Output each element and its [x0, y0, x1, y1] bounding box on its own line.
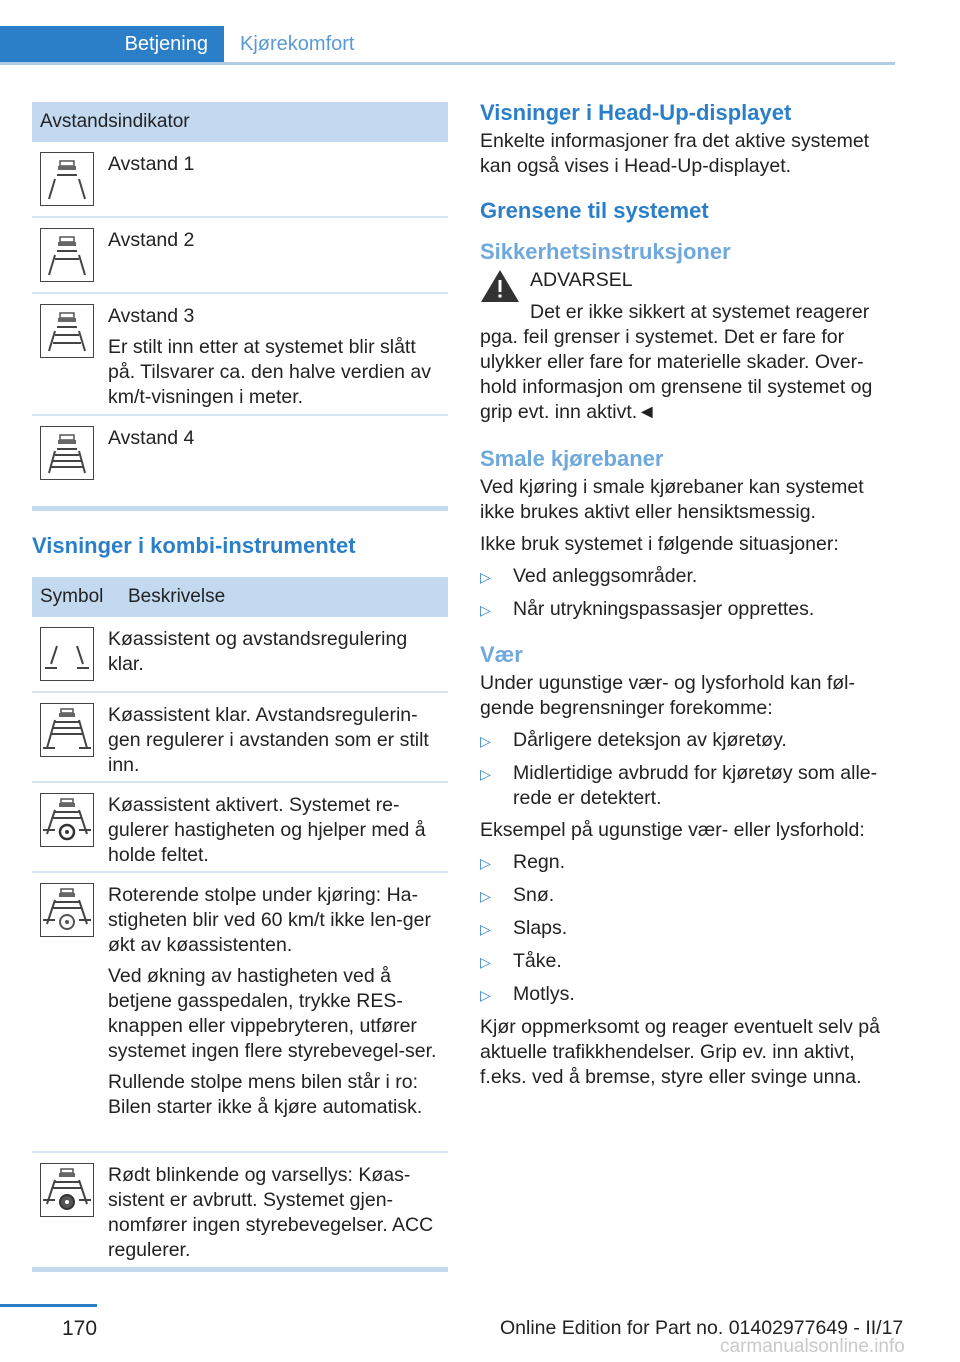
bullet-icon: ▷ — [480, 733, 491, 749]
bullet-icon: ▷ — [480, 602, 491, 618]
distance-table-header — [32, 102, 448, 142]
list-item-text: Regn. — [513, 851, 566, 873]
distance-table-header-label: Avstandsindikator — [40, 111, 190, 132]
car-distance-icon — [40, 703, 94, 757]
bullet-icon: ▷ — [480, 766, 491, 782]
tab-betjening-label: Betjening — [124, 32, 208, 55]
list-item-text: Snø. — [513, 884, 555, 906]
table-row — [32, 617, 448, 693]
kombi-heading: Visninger i kombi-instrumentet — [32, 533, 356, 558]
distance-3-icon — [40, 304, 94, 358]
bullet-icon: ▷ — [480, 569, 491, 585]
list-item — [480, 883, 896, 909]
safety-heading: Sikkerhetsinstruksjoner — [480, 239, 731, 264]
tab-betjening[interactable] — [0, 26, 224, 62]
table-row — [32, 873, 448, 1153]
hud-text: Enkelte informasjoner fra det aktive systemet kan også vises i Head-Up-displayet. — [480, 130, 870, 177]
row-text: Avstand 2 — [108, 229, 195, 251]
narrow-intro: Ikke bruk systemet i følgende situasjoner: — [480, 533, 839, 555]
row-text: Avstand 3 — [108, 305, 195, 327]
list-item-text: Tåke. — [513, 950, 562, 972]
table-row — [32, 142, 448, 218]
list-item-text: Midlertidige avbrudd for kjøretøy som alle-rede er detektert. — [513, 762, 878, 809]
right-column — [480, 100, 896, 1097]
header-tabbar — [0, 26, 895, 65]
narrow-text: Ved kjøring i smale kjørebaner kan systemet ikke brukes aktivt eller hensiktsmessig. — [480, 476, 864, 523]
warning-text: pga. feil grenser i systemet. Det er fare for ulykker eller fare for materielle skader. Over-hold informasjon om grensene til systemet og grip evt. inn aktivt.◄ — [480, 326, 873, 423]
warning-first-line: Det er ikke sikkert at systemet reagerer — [530, 301, 870, 323]
list-item — [480, 728, 896, 754]
row-text: Rullende stolpe mens bilen står i ro: Bilen starter ikke å kjøre automatisk. — [108, 1071, 423, 1118]
weather-heading: Vær — [480, 642, 523, 667]
bullet-icon: ▷ — [480, 888, 491, 904]
distance-1-icon — [40, 152, 94, 206]
table-row — [32, 1153, 448, 1267]
warning-triangle-icon — [480, 268, 520, 325]
list-item — [480, 597, 896, 623]
list-item-text: Slaps. — [513, 917, 568, 939]
bullet-icon: ▷ — [480, 987, 491, 1003]
row-text: Avstand 4 — [108, 427, 195, 449]
example-intro: Eksempel på ugunstige vær- eller lysforhold: — [480, 819, 865, 841]
distance-2-icon — [40, 228, 94, 282]
row-text: Ved økning av hastigheten ved å betjene gasspedalen, trykke RES-knappen eller vippebryteren, utfører systemet ingen flere styrebevegel-ser. — [108, 965, 437, 1062]
list-item — [480, 949, 896, 975]
list-item — [480, 761, 896, 811]
steering-assist-red-icon — [40, 1163, 94, 1217]
list-item-text: Dårligere deteksjon av kjøretøy. — [513, 729, 787, 751]
col-symbol-label: Symbol — [40, 586, 104, 607]
closing-text: Kjør oppmerksomt og reager eventuelt selv på aktuelle trafikkhendelser. Grip ev. inn aktivt, f.eks. ved å bremse, styre eller svinge unna. — [480, 1016, 880, 1088]
warning-block — [480, 268, 896, 325]
edition-text: Online Edition for Part no. 01402977649 - II/17 — [500, 1317, 904, 1339]
distance-4-icon — [40, 426, 94, 480]
list-item-text: Motlys. — [513, 983, 575, 1005]
warning-label: ADVARSEL — [530, 269, 633, 291]
tab-kjorekomfort[interactable] — [240, 26, 354, 62]
narrow-heading: Smale kjørebaner — [480, 446, 664, 471]
bullet-icon: ▷ — [480, 954, 491, 970]
list-item-text: Ved anleggsområder. — [513, 565, 698, 587]
table-row — [32, 693, 448, 783]
list-item — [480, 982, 896, 1008]
row-text: Rødt blinkende og varsellys: Køas-sistent er avbrutt. Systemet gjen-nomfører ingen styrebevegelser. ACC regulerer. — [108, 1164, 434, 1261]
list-item — [480, 850, 896, 876]
list-item-text: Når utrykningspassasjer opprettes. — [513, 598, 815, 620]
list-item — [480, 564, 896, 590]
kombi-table-header — [32, 577, 448, 617]
row-text: Køassistent aktivert. Systemet re-gulerer hastigheten og hjelper med å holde feltet. — [108, 794, 426, 866]
watermark: carmanualsonline.info — [720, 1336, 905, 1357]
table-row — [32, 416, 448, 492]
list-item — [480, 916, 896, 942]
steering-assist-icon — [40, 793, 94, 847]
hud-heading: Visninger i Head-Up-displayet — [480, 100, 792, 125]
page-number: 170 — [62, 1317, 98, 1340]
left-column — [32, 102, 448, 1272]
lane-lines-icon — [40, 627, 94, 681]
footer-rule — [0, 1304, 97, 1307]
row-text: Avstand 1 — [108, 153, 195, 175]
row-text: Køassistent klar. Avstandsregulerin-gen regulerer i avstanden som er stilt inn. — [108, 704, 429, 776]
row-text: Køassistent og avstandsregulering klar. — [108, 628, 408, 675]
table-row — [32, 218, 448, 294]
table-row — [32, 783, 448, 873]
steering-assist-rotating-icon — [40, 883, 94, 937]
col-description-label: Beskrivelse — [128, 586, 226, 607]
table-row — [32, 294, 448, 416]
tab-kjorekomfort-label: Kjørekomfort — [240, 32, 355, 55]
bullet-icon: ▷ — [480, 855, 491, 871]
weather-text: Under ugunstige vær- og lysforhold kan føl-gende begrensninger forekomme: — [480, 672, 856, 719]
row-text: Er stilt inn etter at systemet blir slått på. Tilsvarer ca. den halve verdien av km/t-visningen i meter. — [108, 336, 432, 408]
row-text: Roterende stolpe under kjøring: Ha-stigheten blir ved 60 km/t ikke len-ger økt av køassistenten. — [108, 884, 431, 956]
limits-heading: Grensene til systemet — [480, 198, 709, 223]
bullet-icon: ▷ — [480, 921, 491, 937]
table-end-rule — [32, 1267, 448, 1272]
